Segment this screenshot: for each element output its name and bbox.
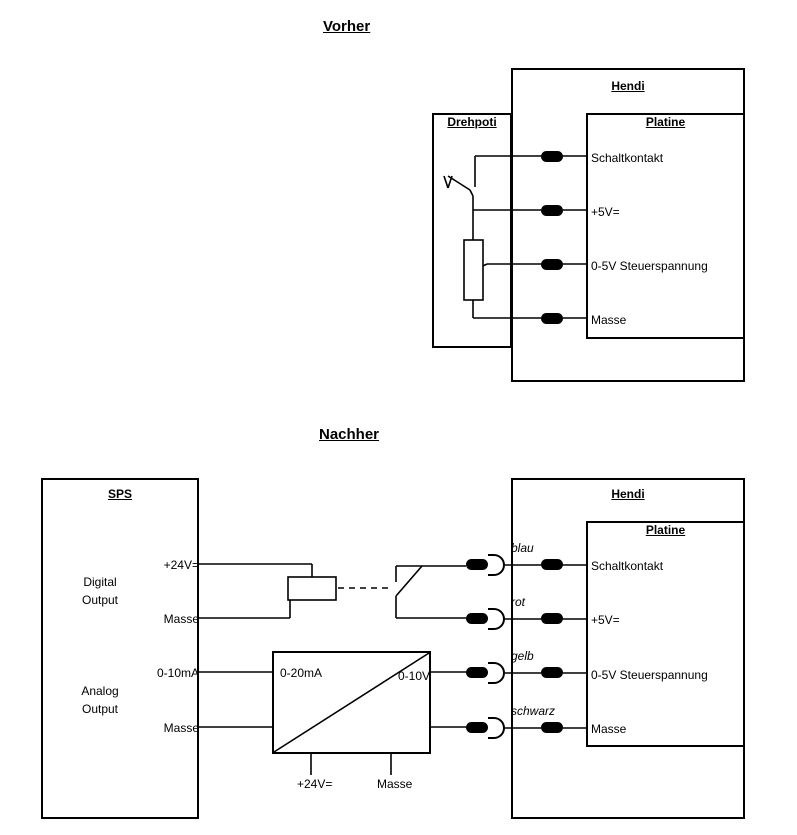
vorher-drehpoti-label: Drehpoti (447, 115, 497, 129)
section-title-vorher: Vorher (323, 18, 371, 35)
nachher-terminal-label-masse: Masse (591, 722, 627, 736)
nachher-pin-steuerspannung (541, 667, 563, 678)
vorher-drehpoti-box (432, 113, 512, 348)
nachher-sps-box (41, 478, 199, 819)
nachher-converter-input-label: 0-20mA (280, 666, 323, 680)
nachher-terminal-label-5v: +5V= (591, 613, 620, 627)
nachher-plug-blau-left (466, 559, 488, 570)
nachher-sps-group-analog-line2: Output (81, 702, 119, 716)
vorher-hendi-label: Hendi (611, 79, 645, 93)
vorher-terminal-label-steuerspannung: 0-5V Steuerspannung (591, 259, 708, 273)
section-title-nachher: Nachher (319, 426, 380, 443)
nachher-socket-schwarz (488, 717, 505, 739)
nachher-pin-masse (541, 722, 563, 733)
nachher-pin-5v (541, 613, 563, 624)
nachher-plug-rot-left (466, 613, 488, 624)
nachher-terminal-label-schaltkontakt: Schaltkontakt (591, 559, 664, 573)
nachher-sps-terminal-masse-digital: Masse (163, 612, 199, 626)
vorher-pin-schaltkontakt (541, 151, 563, 162)
nachher-terminal-label-steuerspannung: 0-5V Steuerspannung (591, 668, 708, 682)
nachher-converter-supply-minus-label: Masse (377, 777, 413, 791)
nachher-sps-group-digital-line2: Output (81, 593, 119, 607)
nachher-wire-color-blau: blau (511, 541, 534, 555)
nachher-converter-output-label: 0-10V (398, 669, 431, 683)
nachher-sps-label: SPS (107, 487, 132, 501)
nachher-pin-schaltkontakt (541, 559, 563, 570)
vorher-terminal-label-5v: +5V= (591, 205, 620, 219)
vorher-terminal-label-masse: Masse (591, 313, 627, 327)
nachher-plug-schwarz-left (466, 722, 488, 733)
nachher-wire-color-gelb: gelb (511, 649, 534, 663)
nachher-wire-color-schwarz: schwarz (511, 704, 556, 718)
nachher-sps-terminal-24v: +24V= (163, 558, 199, 572)
vorher-platine-box (586, 113, 745, 339)
nachher-plug-gelb-left (466, 667, 488, 678)
nachher-socket-rot (488, 608, 505, 630)
vorher-pin-5v (541, 205, 563, 216)
vorher-terminal-label-schaltkontakt: Schaltkontakt (591, 151, 664, 165)
vorher-pin-masse (541, 313, 563, 324)
nachher-platine-label: Platine (645, 523, 686, 537)
vorher-platine-label: Platine (645, 115, 686, 129)
nachher-hendi-label: Hendi (611, 487, 645, 501)
nachher-converter-supply-plus-label: +24V= (297, 777, 333, 791)
nachher-sps-group-digital-line1: Digital (83, 575, 117, 589)
nachher-wire-color-rot: rot (511, 595, 526, 609)
nachher-socket-blau (488, 554, 505, 576)
nachher-sps-terminal-masse-analog: Masse (163, 721, 199, 735)
nachher-sps-group-analog-line1: Analog (81, 684, 119, 698)
vorher-pin-steuerspannung (541, 259, 563, 270)
nachher-socket-gelb (488, 662, 505, 684)
nachher-sps-terminal-0-10ma: 0-10mA (156, 666, 199, 680)
nachher-platine-box (586, 521, 745, 747)
